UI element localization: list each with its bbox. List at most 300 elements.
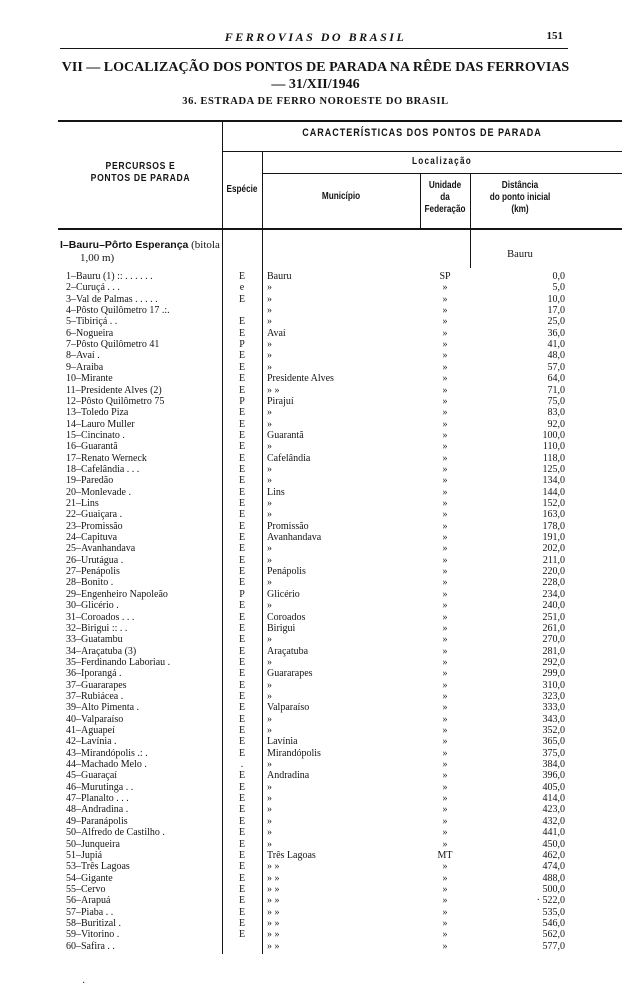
station-uf: » [442, 566, 448, 577]
station-distance: 251,0 [542, 612, 565, 623]
station-municipio: » » [267, 895, 280, 906]
station-name: 35–Ferdinando Laboriau . [66, 657, 171, 668]
station-especie: E [238, 475, 246, 486]
station-distance: 396,0 [542, 770, 565, 781]
station-distance: 234,0 [542, 589, 565, 600]
station-municipio: » [267, 282, 272, 293]
station-especie: E [238, 657, 246, 668]
station-especie: E [238, 555, 246, 566]
footer-mark: · [82, 978, 86, 989]
station-name: 55–Cervo [66, 884, 106, 895]
station-municipio: » » [267, 861, 280, 872]
station-distance: 535,0 [542, 907, 565, 918]
station-uf: » [442, 646, 448, 657]
station-distance: 191,0 [542, 532, 565, 543]
station-distance: 365,0 [542, 736, 565, 747]
station-uf: » [442, 509, 448, 520]
station-name: 15–Cincinato . [66, 430, 125, 441]
station-municipio: » » [267, 941, 280, 952]
station-distance: 110,0 [542, 441, 565, 452]
station-municipio: Promissão [267, 521, 309, 532]
station-uf: » [442, 521, 448, 532]
station-especie: E [238, 521, 246, 532]
station-uf: » [442, 861, 448, 872]
station-distance: 202,0 [542, 543, 565, 554]
station-especie: E [238, 827, 246, 838]
station-uf: » [442, 612, 448, 623]
station-name: 49–Paranápolis [66, 816, 128, 827]
station-uf: » [442, 282, 448, 293]
station-name: 9–Araiba [66, 362, 104, 373]
station-name: 60–Safira . . [66, 941, 115, 952]
station-distance: 500,0 [542, 884, 565, 895]
station-name: 1–Bauru (1) :: . . . . . . [66, 271, 153, 282]
header-localizacao: Localização [411, 156, 473, 167]
station-name: 8–Avaí . [66, 350, 100, 361]
station-distance: 488,0 [542, 873, 565, 884]
station-name: 59–Vitorino . [66, 929, 120, 940]
station-distance: 270,0 [542, 634, 565, 645]
station-municipio: » [267, 793, 272, 804]
station-distance: 0,0 [552, 271, 565, 282]
rule-under-localizacao [262, 173, 622, 174]
station-name: 37–Rubiácea . [66, 691, 124, 702]
station-distance: 462,0 [542, 850, 565, 861]
station-uf: » [442, 895, 448, 906]
station-uf: » [442, 759, 448, 770]
station-distance: 562,0 [542, 929, 565, 940]
station-uf: » [442, 441, 448, 452]
station-distance: 405,0 [542, 782, 565, 793]
station-name: 33–Guatambu [66, 634, 123, 645]
station-uf: » [442, 736, 448, 747]
station-especie: E [238, 646, 246, 657]
station-distance: 281,0 [542, 646, 565, 657]
station-municipio: Coroados [267, 612, 306, 623]
station-especie: E [238, 532, 246, 543]
station-name: 18–Cafelândia . . . [66, 464, 140, 475]
station-especie: E [238, 362, 246, 373]
station-name: 27–Penápolis [66, 566, 120, 577]
header-percursos: PERCURSOS E PONTOS DE PARADA [90, 160, 191, 184]
station-especie: E [238, 782, 246, 793]
station-name: 28–Bonito . [66, 577, 114, 588]
station-municipio: » [267, 339, 272, 350]
station-uf: » [442, 294, 448, 305]
station-especie: E [238, 419, 246, 430]
station-uf: » [442, 589, 448, 600]
station-name: 32–Birigui :: . . [66, 623, 128, 634]
rule-under-main-header [222, 151, 622, 152]
station-especie: E [238, 680, 246, 691]
station-name: 20–Monlevade . [66, 487, 131, 498]
station-uf: » [442, 396, 448, 407]
station-especie: E [238, 385, 246, 396]
station-especie: E [238, 453, 246, 464]
station-name: 58–Buritizal . [66, 918, 121, 929]
station-municipio: » [267, 362, 272, 373]
station-especie: E [238, 498, 246, 509]
station-uf: » [442, 498, 448, 509]
station-especie: E [238, 441, 246, 452]
station-especie: E [238, 543, 246, 554]
station-distance: 423,0 [542, 804, 565, 815]
station-distance: 10,0 [547, 294, 565, 305]
station-name: 22–Guaiçara . [66, 509, 123, 520]
station-distance: 228,0 [542, 577, 565, 588]
station-distance: 25,0 [547, 316, 565, 327]
station-uf: » [442, 543, 448, 554]
station-distance: 134,0 [542, 475, 565, 486]
station-uf: » [442, 634, 448, 645]
station-uf: » [442, 600, 448, 611]
station-uf: » [442, 350, 448, 361]
station-municipio: Cafelândia [267, 453, 311, 464]
col-divider-especie [262, 151, 263, 954]
station-distance: 450,0 [542, 839, 565, 850]
station-distance: 83,0 [547, 407, 565, 418]
station-uf: » [442, 464, 448, 475]
station-uf: » [442, 748, 448, 759]
station-especie: E [238, 895, 246, 906]
station-especie: e [239, 282, 245, 293]
station-especie: E [238, 487, 246, 498]
station-municipio: » [267, 475, 272, 486]
section-title-line2: 1,00 m) [80, 252, 115, 264]
station-distance: 125,0 [542, 464, 565, 475]
station-distance: 152,0 [542, 498, 565, 509]
station-municipio: Avaí [267, 328, 286, 339]
station-distance: 292,0 [542, 657, 565, 668]
station-especie: E [238, 634, 246, 645]
station-uf: » [442, 827, 448, 838]
station-uf: » [442, 770, 448, 781]
station-name: 42–Lavínia . [66, 736, 117, 747]
station-distance: 5,0 [552, 282, 565, 293]
station-municipio: » [267, 498, 272, 509]
station-municipio: Presidente Alves [267, 373, 334, 384]
station-municipio: » [267, 634, 272, 645]
station-especie: P [239, 396, 245, 407]
station-especie: . [240, 759, 244, 770]
station-especie: E [238, 907, 246, 918]
station-name: 53–Três Lagoas [66, 861, 130, 872]
station-uf: » [442, 816, 448, 827]
station-especie: E [238, 804, 246, 815]
station-distance: 414,0 [542, 793, 565, 804]
station-municipio: » [267, 555, 272, 566]
station-municipio: Três Lagoas [267, 850, 316, 861]
station-especie: E [238, 748, 246, 759]
station-uf: » [442, 702, 448, 713]
station-distance: 64,0 [547, 373, 565, 384]
station-distance: 71,0 [547, 385, 565, 396]
station-uf: » [442, 884, 448, 895]
station-especie: E [238, 736, 246, 747]
station-name: 50–Alfredo de Castilho . [66, 827, 165, 838]
station-municipio: Bauru [267, 271, 292, 282]
station-name: 39–Alto Pimenta . [66, 702, 140, 713]
station-uf: » [442, 339, 448, 350]
station-distance: 163,0 [542, 509, 565, 520]
station-municipio: Mirandópolis [267, 748, 321, 759]
station-municipio: » [267, 305, 272, 316]
station-uf: » [442, 929, 448, 940]
station-name: 34–Araçatuba (3) [66, 646, 137, 657]
station-uf: » [442, 385, 448, 396]
station-municipio: Guararapes [267, 668, 313, 679]
station-name: 56–Arapuá [66, 895, 111, 906]
station-name: 4–Pôsto Quilômetro 17 .:. [66, 305, 170, 316]
station-uf: » [442, 316, 448, 327]
station-name: 44–Machado Melo . [66, 759, 147, 770]
station-especie: E [238, 816, 246, 827]
station-name: 30–Glicério . [66, 600, 119, 611]
station-municipio: Pirajuí [267, 396, 294, 407]
station-name: 29–Engenheiro Napoleão [66, 589, 168, 600]
station-municipio: » [267, 816, 272, 827]
header-unidade: Unidade da Federação [424, 180, 466, 215]
section-title-bold: I–Bauru–Pôrto Esperança [60, 239, 189, 251]
station-name: 50–Junqueira [66, 839, 120, 850]
station-name: 5–Tibiriçá . . [66, 316, 118, 327]
station-municipio: Birigui [267, 623, 296, 634]
station-especie: E [238, 612, 246, 623]
station-name: 36–Iporangá . [66, 668, 122, 679]
station-distance: 577,0 [542, 941, 565, 952]
station-especie: E [238, 839, 246, 850]
station-distance: 375,0 [542, 748, 565, 759]
station-municipio: » [267, 714, 272, 725]
station-name: 46–Murutinga . . [66, 782, 134, 793]
station-municipio: » [267, 464, 272, 475]
station-name: 17–Renato Werneck [66, 453, 147, 464]
header-caracteristicas: CARACTERÍSTICAS DOS PONTOS DE PARADA [302, 127, 542, 139]
station-distance: 48,0 [547, 350, 565, 361]
station-especie: E [238, 407, 246, 418]
station-name: 37–Guararapes [66, 680, 127, 691]
station-distance: 92,0 [547, 419, 565, 430]
station-distance: 343,0 [542, 714, 565, 725]
station-distance: 220,0 [542, 566, 565, 577]
station-especie: E [238, 861, 246, 872]
station-uf: » [442, 941, 448, 952]
station-distance: 310,0 [542, 680, 565, 691]
station-name: 43–Mirandópolis .: . [66, 748, 148, 759]
station-name: 40–Valparaíso [66, 714, 124, 725]
station-distance: 299,0 [542, 668, 565, 679]
table-top-rule [58, 120, 622, 122]
station-name: 3–Val de Palmas . . . . . [66, 294, 158, 305]
station-municipio: » » [267, 907, 280, 918]
station-distance: 352,0 [542, 725, 565, 736]
station-uf: » [442, 839, 448, 850]
station-especie: P [239, 339, 245, 350]
station-especie: E [238, 929, 246, 940]
station-name: 19–Paredão [66, 475, 114, 486]
station-uf: » [442, 657, 448, 668]
station-uf: » [442, 782, 448, 793]
station-distance: 17,0 [547, 305, 565, 316]
station-especie: E [238, 373, 246, 384]
station-name: 14–Lauro Muller [66, 419, 135, 430]
station-name: 21–Lins [66, 498, 99, 509]
station-uf: » [442, 305, 448, 316]
station-name: 24–Capituva [66, 532, 118, 543]
station-especie: E [238, 600, 246, 611]
station-especie: E [238, 464, 246, 475]
station-especie: E [238, 884, 246, 895]
station-municipio: » [267, 839, 272, 850]
station-especie: E [238, 430, 246, 441]
station-name: 41–Aguapeí [66, 725, 115, 736]
station-distance: 240,0 [542, 600, 565, 611]
station-distance: 211,0 [542, 555, 565, 566]
station-distance: 432,0 [542, 816, 565, 827]
station-municipio: » [267, 577, 272, 588]
station-name: 54–Gigante [66, 873, 113, 884]
station-municipio: » [267, 725, 272, 736]
station-especie: E [238, 316, 246, 327]
station-uf: » [442, 475, 448, 486]
station-especie: E [238, 566, 246, 577]
station-name: 31–Coroados . . . [66, 612, 135, 623]
station-uf: » [442, 907, 448, 918]
station-municipio: » » [267, 385, 280, 396]
station-distance: 144,0 [542, 487, 565, 498]
station-uf: » [442, 680, 448, 691]
station-distance: 384,0 [542, 759, 565, 770]
station-distance: · 522,0 [536, 895, 565, 906]
station-distance: 441,0 [542, 827, 565, 838]
station-uf: » [442, 419, 448, 430]
station-especie: E [238, 691, 246, 702]
station-municipio: Glicério [267, 589, 300, 600]
station-municipio: » [267, 600, 272, 611]
station-uf: » [442, 487, 448, 498]
table-header-bottom-rule [58, 228, 622, 230]
station-municipio: » » [267, 873, 280, 884]
station-uf: » [442, 430, 448, 441]
station-uf: » [442, 668, 448, 679]
station-distance: 41,0 [547, 339, 565, 350]
station-distance: 100,0 [542, 430, 565, 441]
station-municipio: » [267, 827, 272, 838]
table-title: VII — LOCALIZAÇÃO DOS PONTOS DE PARADA NA RÊDE DAS FERROVIAS [61, 60, 570, 75]
station-municipio: » [267, 782, 272, 793]
station-name: 57–Piaba . . [66, 907, 114, 918]
station-especie: P [239, 589, 245, 600]
table-title-date: — 31/XII/1946 [271, 77, 360, 92]
station-especie: E [238, 294, 246, 305]
section-title [60, 239, 220, 265]
station-especie: E [238, 509, 246, 520]
station-name: 12–Pôsto Quilômetro 75 [66, 396, 165, 407]
station-uf: » [442, 453, 448, 464]
station-name: 16–Guarantã [66, 441, 118, 452]
distance-origin: Bauru [507, 249, 533, 260]
station-uf: » [442, 804, 448, 815]
station-municipio: Lins [267, 487, 285, 498]
header-distancia: Distância do ponto inicial (km) [489, 180, 551, 215]
station-name: 11–Presidente Alves (2) [66, 385, 162, 396]
station-municipio: Guarantã [267, 430, 304, 441]
station-municipio: » [267, 407, 272, 418]
station-distance: 323,0 [542, 691, 565, 702]
station-name: 45–Guaraçaí [66, 770, 118, 781]
station-uf: » [442, 714, 448, 725]
station-municipio: » [267, 657, 272, 668]
station-uf: » [442, 623, 448, 634]
station-municipio: Araçatuba [267, 646, 309, 657]
station-especie: E [238, 850, 246, 861]
station-uf: SP [439, 271, 451, 282]
station-name: 23–Promissão [66, 521, 123, 532]
station-especie: E [238, 714, 246, 725]
station-municipio: » » [267, 929, 280, 940]
col-divider-municipio [420, 173, 421, 228]
station-municipio: » [267, 509, 272, 520]
header-municipio: Município [321, 191, 361, 202]
header-rule [60, 48, 568, 49]
station-name: 51–Jupiá [66, 850, 103, 861]
station-municipio: » [267, 543, 272, 554]
station-distance: 178,0 [542, 521, 565, 532]
station-especie: E [238, 770, 246, 781]
header-especie: Espécie [226, 184, 258, 195]
station-especie: E [238, 623, 246, 634]
railway-subtitle: 36. ESTRADA DE FERRO NOROESTE DO BRASIL [182, 96, 449, 107]
station-municipio: » [267, 294, 272, 305]
station-distance: 474,0 [542, 861, 565, 872]
station-uf: MT [437, 850, 453, 861]
station-especie: E [238, 350, 246, 361]
station-distance: 57,0 [547, 362, 565, 373]
station-uf: » [442, 362, 448, 373]
station-uf: » [442, 328, 448, 339]
station-municipio: » [267, 804, 272, 815]
station-especie: E [238, 725, 246, 736]
station-uf: » [442, 577, 448, 588]
station-municipio: Lavínia [267, 736, 298, 747]
station-uf: » [442, 873, 448, 884]
station-name: 6–Nogueira [66, 328, 114, 339]
station-especie: E [238, 271, 246, 282]
station-name: 13–Toledo Piza [66, 407, 129, 418]
page-number: 151 [546, 30, 563, 42]
station-especie: E [238, 328, 246, 339]
station-municipio: » [267, 691, 272, 702]
station-especie: E [238, 668, 246, 679]
station-municipio: » » [267, 918, 280, 929]
station-distance: 546,0 [542, 918, 565, 929]
station-distance: 36,0 [547, 328, 565, 339]
station-municipio: » [267, 316, 272, 327]
station-municipio: » » [267, 884, 280, 895]
station-especie: E [238, 873, 246, 884]
station-municipio: » [267, 419, 272, 430]
station-name: 26–Urutágua . [66, 555, 124, 566]
station-municipio: Valparaíso [267, 702, 310, 713]
station-especie: E [238, 918, 246, 929]
station-distance: 75,0 [547, 396, 565, 407]
station-especie: E [238, 793, 246, 804]
station-name: 2–Curuçá . . . [66, 282, 120, 293]
station-municipio: Avanhandava [267, 532, 322, 543]
station-name: 47–Planalto . . . [66, 793, 129, 804]
station-uf: » [442, 407, 448, 418]
station-uf: » [442, 555, 448, 566]
